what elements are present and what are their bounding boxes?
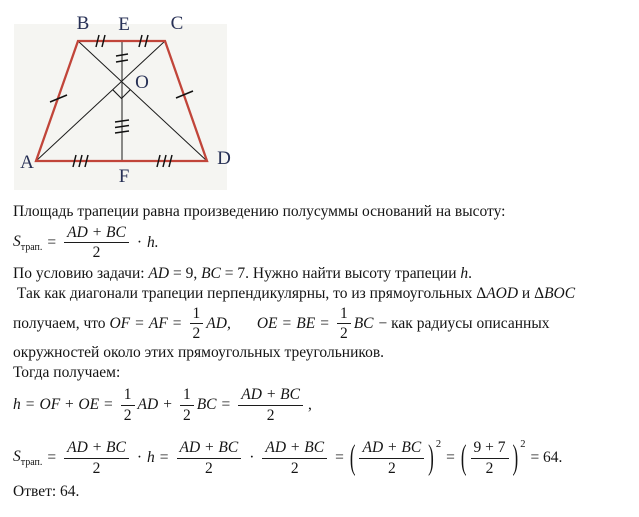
numerator: AD + BC [262, 439, 327, 458]
equals-sign: = [320, 314, 329, 332]
s-subscript: трап. [20, 457, 43, 469]
triangle-aod: AOD [486, 284, 519, 302]
height-formula [13, 386, 633, 424]
equals-sign: = [446, 449, 455, 467]
denominator: 2 [182, 406, 191, 424]
intro-line [13, 202, 633, 222]
fraction-adbc [238, 386, 303, 424]
numerator: AD + BC [64, 439, 129, 458]
numerator: 1 [337, 305, 351, 324]
equals-sign: = [159, 449, 169, 467]
denominator: 2 [204, 459, 213, 477]
exponent-2: 2 [520, 439, 526, 451]
label-O: O [135, 72, 149, 93]
numerator: AD + BC [359, 439, 424, 458]
radii-prefix: получаем, что [13, 314, 106, 332]
equals-sign: = [104, 396, 113, 414]
af-symbol: AF [148, 314, 168, 332]
then-line [13, 363, 633, 383]
label-A: A [20, 152, 34, 173]
numerator: AD + BC [177, 439, 242, 458]
fraction-adbc [262, 439, 327, 477]
perpendicular-line [13, 284, 633, 304]
equals-sign: = [25, 396, 35, 414]
denominator: 2 [485, 459, 494, 477]
fraction-adbc [64, 439, 129, 477]
then-text: Тогда получаем: [13, 364, 121, 382]
denominator: 2 [387, 459, 396, 477]
numerator: 1 [180, 386, 194, 405]
h-symbol: h [460, 264, 469, 282]
label-F: F [118, 166, 130, 187]
exponent-2: 2 [435, 439, 442, 451]
triangle-boc: BOC [544, 284, 576, 302]
and-text: и [518, 284, 535, 302]
label-E: E [118, 14, 130, 35]
diagram-svg [0, 0, 245, 200]
given-line [13, 264, 633, 284]
circles-line [13, 343, 633, 363]
circles-text: окружностей около этих прямоугольных треугольников. [13, 344, 385, 362]
solution-text [13, 202, 633, 502]
multiply-dot: · [136, 233, 143, 251]
denominator: 2 [92, 459, 101, 477]
label-C: C [170, 13, 184, 34]
fraction-half [121, 386, 135, 424]
height-symbol: h. [147, 233, 159, 251]
comma: , [307, 396, 312, 414]
of-plus-oe: OF + OE [39, 396, 100, 414]
denominator: 2 [290, 459, 299, 477]
fraction-half [190, 305, 204, 343]
area-formula [13, 224, 633, 262]
s-letter: S [13, 232, 21, 250]
radii-suffix: − как радиусы описанных [378, 314, 550, 332]
denominator: 2 [92, 244, 101, 262]
h-symbol: h [13, 396, 21, 414]
result-value: = 64. [530, 449, 563, 467]
denominator: 2 [339, 325, 348, 343]
numerator: 1 [190, 305, 204, 324]
intro-text: Площадь трапеции равна произведению полусуммы оснований на высоту: [13, 203, 506, 220]
bc-symbol: BC [201, 264, 221, 282]
of-symbol: OF [109, 314, 131, 332]
h-symbol: h [147, 449, 155, 467]
numerator: 1 [121, 386, 135, 405]
be-symbol: BE [296, 314, 316, 332]
fraction-adbc [64, 224, 129, 262]
trapezoid-diagram [0, 0, 245, 200]
equals-sign: = [135, 314, 144, 332]
period: . [468, 264, 472, 282]
given-prefix: По условию задачи: [13, 264, 149, 282]
equals-sign: = [221, 396, 231, 414]
open-paren: ( [349, 437, 356, 477]
open-paren: ( [460, 437, 467, 477]
bc-symbol: BC [353, 314, 374, 332]
close-paren: ) [428, 437, 434, 477]
ad-symbol: AD, [206, 314, 231, 332]
multiply-dot: · [249, 449, 255, 467]
equals-sign: = [47, 449, 57, 467]
oe-symbol: OE [256, 314, 278, 332]
plus-sign: + [163, 396, 172, 414]
label-D: D [217, 148, 231, 169]
s-trap-symbol [13, 447, 42, 469]
denominator: 2 [123, 406, 132, 424]
delta-1: Δ [476, 284, 487, 302]
equals-sign: = [172, 314, 182, 332]
fraction-97 [471, 439, 509, 477]
multiply-dot: · [136, 449, 143, 467]
numerator: 9 + 7 [471, 439, 509, 458]
close-paren: ) [512, 437, 519, 477]
ad-value: = 9, [169, 264, 202, 282]
equals-sign: = [335, 449, 344, 467]
s-letter: S [13, 448, 21, 466]
radii-line [13, 305, 633, 343]
equals-sign: = [282, 314, 292, 332]
answer-line [13, 482, 633, 502]
ad-symbol: AD [148, 264, 170, 282]
ad-symbol: AD [137, 396, 159, 414]
bc-symbol: BC [196, 396, 217, 414]
answer-text: Ответ: 64. [13, 483, 80, 501]
denominator: 2 [266, 406, 275, 424]
s-trap-symbol [13, 232, 42, 254]
s-subscript: трап. [20, 241, 43, 253]
fraction-half [337, 305, 351, 343]
label-B: B [76, 13, 90, 34]
equals-sign: = [47, 233, 57, 251]
fraction-adbc [177, 439, 242, 477]
perpendicular-text: Так как диагонали трапеции перпендикулярны, то из прямоугольных [13, 284, 477, 302]
fraction-adbc [359, 439, 424, 477]
numerator: AD + BC [238, 386, 303, 405]
denominator: 2 [192, 325, 201, 343]
bc-value: = 7. [220, 264, 250, 282]
fraction-half [180, 386, 194, 424]
delta-2: Δ [534, 284, 545, 302]
final-formula [13, 434, 633, 482]
find-height-text: Нужно найти высоту трапеции [249, 264, 461, 282]
numerator: AD + BC [64, 224, 129, 243]
